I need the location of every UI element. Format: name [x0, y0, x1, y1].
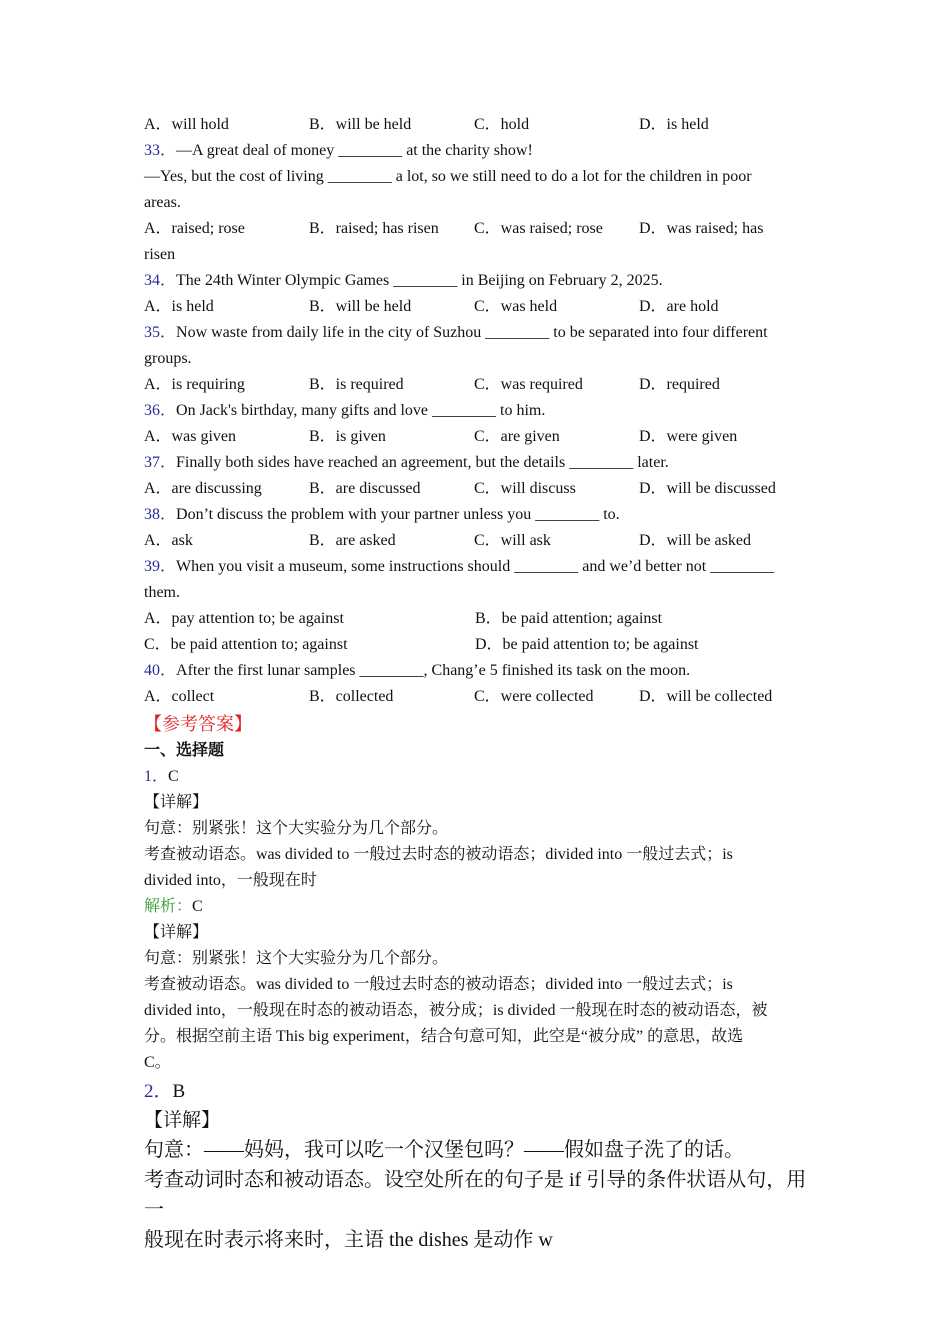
- q33-line2: —Yes, but the cost of living ________ a lot, so we still need to do a lot for the children in poor: [144, 168, 752, 185]
- q40-option-c: C．were collected: [474, 688, 594, 705]
- q39-options-row1: [144, 606, 814, 632]
- q39-options-row2: [144, 632, 814, 658]
- q35-option-d: D．required: [639, 376, 720, 393]
- q32-option-d: D．is held: [639, 116, 709, 133]
- q33-option-d: D．was raised; has: [639, 220, 764, 237]
- answer-2-exp2: 般现在时表示将来时，主语 the dishes 是动作 w: [144, 1229, 553, 1251]
- q33-line1: —A great deal of money ________ at the charity show!: [176, 142, 533, 159]
- answer-1: [144, 764, 814, 790]
- q35-number: 35．: [144, 324, 177, 341]
- q36-number: 36．: [144, 402, 177, 419]
- q40-question: [144, 658, 814, 684]
- answer-2-number: 2．: [144, 1081, 173, 1102]
- answer-1-exp1: 考查被动语态。was divided to 一般过去时态的被动语态；divided into 一般过去式；is: [144, 846, 733, 863]
- q39-option-c: C．be paid attention to; against: [144, 636, 348, 653]
- q38-text: Don’t discuss the problem with your partner unless you ________ to.: [176, 506, 620, 523]
- q37-option-c: C．will discuss: [474, 480, 576, 497]
- answer-2-value: B: [172, 1081, 186, 1102]
- q33-options: [144, 216, 814, 242]
- q33-option-a: A．raised; rose: [144, 220, 245, 237]
- q35-option-b: B．is required: [309, 376, 404, 393]
- q37-option-b: B．are discussed: [309, 480, 421, 497]
- q34-option-c: C．was held: [474, 298, 558, 315]
- q33-option-c: C．was raised; rose: [474, 220, 603, 237]
- answer-2-detail-label: 【详解】: [144, 1110, 221, 1131]
- q38-option-c: C．will ask: [474, 532, 551, 549]
- q32-option-c: C．hold: [474, 116, 530, 133]
- q34-text: The 24th Winter Olympic Games ________ in Beijing on February 2, 2025.: [176, 272, 663, 289]
- q36-text: On Jack's birthday, many gifts and love ________ to him.: [176, 402, 546, 419]
- q39-number: 39．: [144, 558, 177, 575]
- jiexi-label: 解析：: [144, 898, 193, 915]
- q34-option-a: A．is held: [144, 298, 214, 315]
- answer-2-meaning: 句意：——妈妈，我可以吃一个汉堡包吗？——假如盘子洗了的话。: [144, 1139, 744, 1161]
- q35-question: [144, 320, 814, 346]
- q32-option-a: A．will hold: [144, 116, 229, 133]
- answer-key-header: 【参考答案】: [144, 714, 252, 734]
- q40-option-d: D．will be collected: [639, 688, 773, 705]
- answer-1-exp5: 分。根据空前主语 This big experiment，结合句意可知，此空是“被分成” 的意思，故选: [144, 1028, 744, 1045]
- q40-number: 40．: [144, 662, 177, 679]
- q38-option-b: B．are asked: [309, 532, 396, 549]
- q40-option-a: A．collect: [144, 688, 215, 705]
- q36-options: [144, 424, 814, 450]
- answer-1-exp3: 考查被动语态。was divided to 一般过去时态的被动语态；divided into 一般过去式；is: [144, 976, 733, 993]
- q36-option-b: B．is given: [309, 428, 386, 445]
- q34-options: [144, 294, 814, 320]
- q39-option-b: B．be paid attention; against: [475, 610, 663, 627]
- q39-option-d: D．be paid attention to; be against: [475, 636, 699, 653]
- q39-text: When you visit a museum, some instructions should ________ and we’d better not ________: [176, 558, 775, 575]
- q34-number: 34．: [144, 272, 177, 289]
- q33-question: [144, 138, 814, 164]
- q38-options: [144, 528, 814, 554]
- answer-1-exp4: divided into，一般现在时态的被动语态，被分成；is divided 一般现在时态的被动语态，被: [144, 1002, 768, 1019]
- q38-question: [144, 502, 814, 528]
- q36-option-c: C．are given: [474, 428, 560, 445]
- answer-2-exp1: 考查动词时态和被动语态。设空处所在的句子是 if 引导的条件状语从句，用一: [144, 1169, 807, 1221]
- q37-text: Finally both sides have reached an agreement, but the details ________ later.: [176, 454, 669, 471]
- q38-option-a: A．ask: [144, 532, 193, 549]
- q35-option-a: A．is requiring: [144, 376, 245, 393]
- jiexi-answer: C: [192, 898, 203, 915]
- q33-line3: areas.: [144, 194, 181, 211]
- q33-option-d-overflow: risen: [144, 246, 176, 263]
- q34-question: [144, 268, 814, 294]
- q35-option-c: C．was required: [474, 376, 583, 393]
- q35-text: Now waste from daily life in the city of Suzhou ________ to be separated into four different: [176, 324, 768, 341]
- answer-1-exp6: C。: [144, 1054, 171, 1071]
- q37-options: [144, 476, 814, 502]
- q34-option-b: B．will be held: [309, 298, 412, 315]
- q36-option-a: A．was given: [144, 428, 236, 445]
- q34-option-d: D．are hold: [639, 298, 719, 315]
- document-page: [144, 112, 814, 1255]
- q33-number: 33．: [144, 142, 177, 159]
- answer-1-value: C: [168, 768, 179, 785]
- answer-1-detail-label: 【详解】: [144, 794, 209, 811]
- answer-1-jiexi: [144, 894, 814, 920]
- q40-text: After the first lunar samples ________, Chang’e 5 finished its task on the moon.: [176, 662, 691, 679]
- q33-option-b: B．raised; has risen: [309, 220, 439, 237]
- q36-option-d: D．were given: [639, 428, 738, 445]
- answer-1-number: 1．: [144, 768, 169, 785]
- q38-option-d: D．will be asked: [639, 532, 751, 549]
- section-title: 一、选择题: [144, 742, 225, 759]
- q40-option-b: B．collected: [309, 688, 394, 705]
- answer-1-meaning: 句意：别紧张！这个大实验分为几个部分。: [144, 820, 449, 837]
- q39-option-a: A．pay attention to; be against: [144, 610, 344, 627]
- q39-question: [144, 554, 814, 580]
- q35-text-cont: groups.: [144, 350, 192, 367]
- q37-option-d: D．will be discussed: [639, 480, 776, 497]
- answer-2: [144, 1077, 814, 1106]
- answer-1-meaning-2: 句意：别紧张！这个大实验分为几个部分。: [144, 950, 449, 967]
- q38-number: 38．: [144, 506, 177, 523]
- q37-number: 37．: [144, 454, 177, 471]
- answer-1-detail-label-2: 【详解】: [144, 924, 209, 941]
- q35-options: [144, 372, 814, 398]
- q40-options: [144, 684, 814, 710]
- q39-text-cont: them.: [144, 584, 180, 601]
- q32-options: [144, 112, 814, 138]
- q32-option-b: B．will be held: [309, 116, 412, 133]
- q36-question: [144, 398, 814, 424]
- answer-1-exp2: divided into，一般现在时: [144, 872, 317, 889]
- q37-option-a: A．are discussing: [144, 480, 262, 497]
- q37-question: [144, 450, 814, 476]
